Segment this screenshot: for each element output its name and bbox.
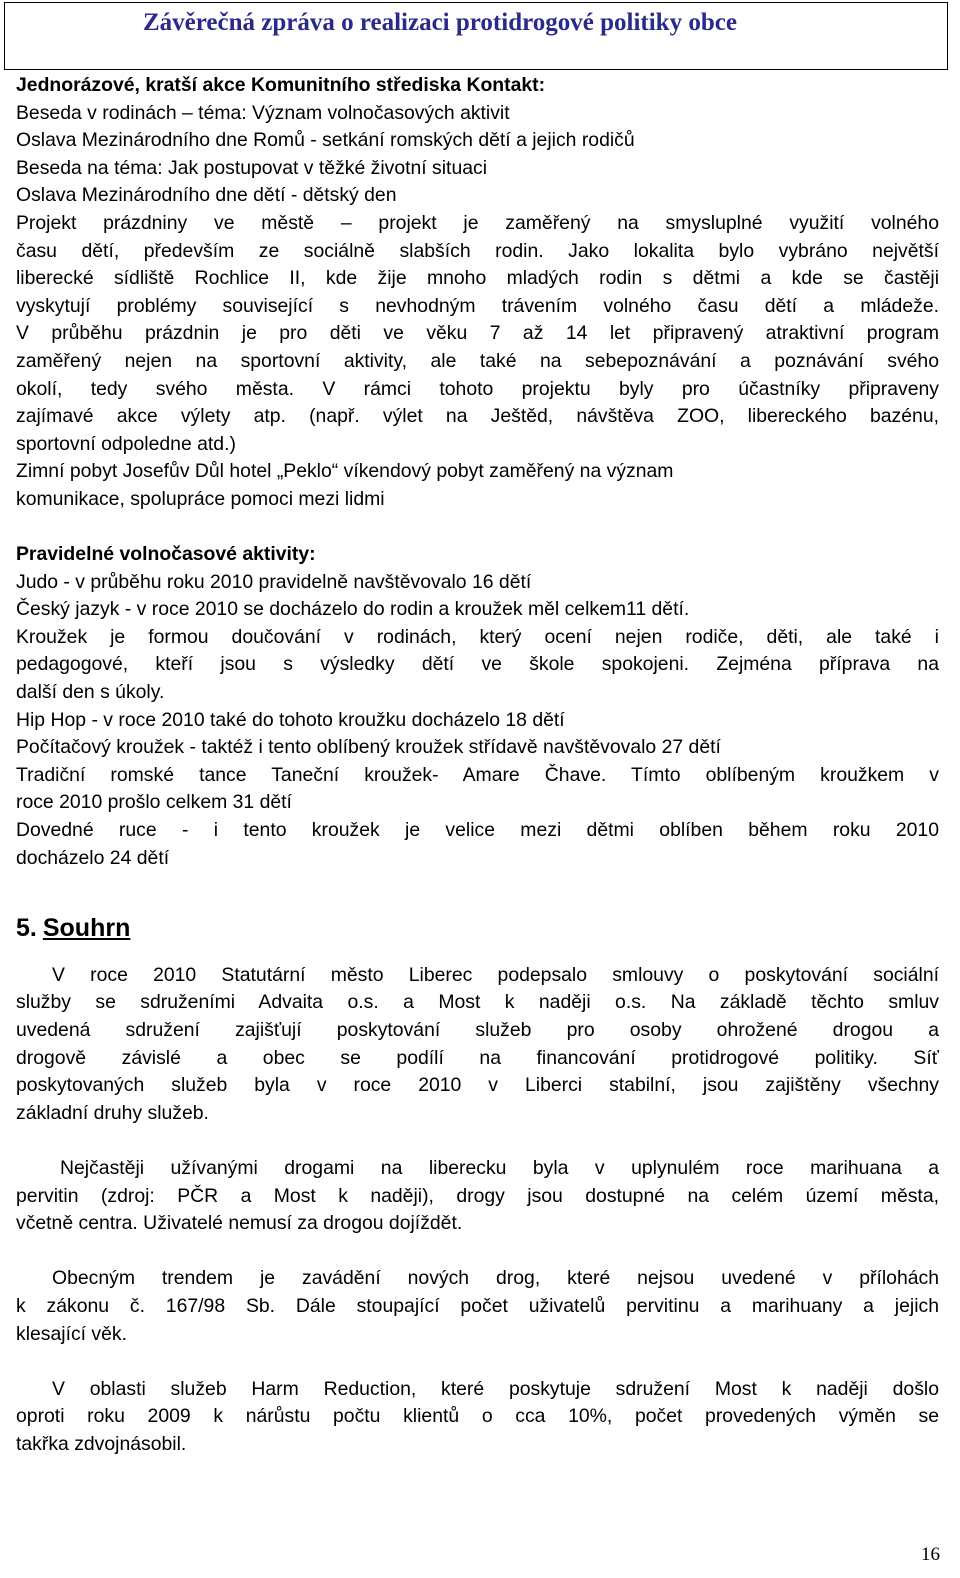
paragraph-drugs-used — [16, 1155, 939, 1238]
text-line: V oblasti služeb Harm Reduction, které poskytuje sdružení Most k naději došlo — [52, 1377, 939, 1400]
text-line: Beseda na téma: Jak postupovat v těžké životní situaci — [16, 156, 488, 179]
paragraph-harm-reduction — [16, 1376, 939, 1459]
spacer — [16, 948, 939, 962]
text-line: Dovedné ruce - i tento kroužek je velice mezi dětmi oblíben během roku 2010 — [16, 819, 939, 842]
section-heading-regular-activities: Pravidelné volnočasové aktivity: — [16, 543, 316, 566]
text-line: Hip Hop - v roce 2010 také do tohoto kroužku docházelo 18 dětí — [16, 708, 565, 731]
text-line: V průběhu prázdnin je pro děti ve věku 7 až 14 let připravený atraktivní program — [16, 322, 939, 345]
text-line: Nejčastěji užívanými drogami na liberecku byla v uplynulém roce marihuana a — [60, 1156, 939, 1179]
text-line: roce 2010 prošlo celkem 31 dětí — [16, 791, 292, 814]
section-title: Souhrn — [42, 913, 131, 942]
spacer — [16, 1238, 939, 1266]
text-line: Počítačový kroužek - taktéž i tento oblíbený kroužek střídavě navštěvovalo 27 dětí — [16, 736, 721, 759]
paragraph-contracts — [16, 962, 939, 1128]
text-line: vyskytují problémy související s nevhodným trávením volného času dětí a mládeže. — [16, 294, 939, 317]
text-line: sportovní odpoledne atd.) — [16, 432, 236, 455]
spacer — [16, 1127, 939, 1155]
page-number: 16 — [921, 1544, 940, 1565]
document-body — [16, 72, 939, 1459]
text-line: pervitin (zdroj: PČR a Most k naději), drogy jsou dostupné na celém území města, — [16, 1184, 939, 1207]
text-line: zajímavé akce výlety atp. (např. výlet na Ještěd, návštěva ZOO, libereckého bazénu, — [16, 405, 939, 428]
text-line: Beseda v rodinách – téma: Význam volnočasových aktivit — [16, 101, 510, 124]
text-line: okolí, tedy svého města. V rámci tohoto projektu byly pro účastníky připraveny — [16, 377, 939, 400]
text-line: klesající věk. — [16, 1322, 127, 1345]
text-line: poskytovaných služeb byla v roce 2010 v Liberci stabilní, jsou zajištěny všechny — [16, 1074, 939, 1097]
text-line: Kroužek je formou doučování v rodinách, který ocení nejen rodiče, děti, ale také i — [16, 625, 939, 648]
text-line: V roce 2010 Statutární město Liberec podepsalo smlouvy o poskytování sociální — [52, 963, 939, 986]
text-line: Obecným trendem je zavádění nových drog, které nejsou uvedené v přílohách — [52, 1267, 939, 1290]
text-line: času dětí, především ze sociálně slabších rodin. Jako lokalita bylo vybráno největší — [16, 239, 939, 262]
text-line: základní druhy služeb. — [16, 1101, 209, 1124]
text-line: Oslava Mezinárodního dne Romů - setkání romských dětí a jejich rodičů — [16, 129, 635, 152]
text-line: další den s úkoly. — [16, 681, 165, 704]
header-title: Závěrečná zpráva o realizaci protidrogové politiky obce — [143, 9, 737, 36]
section-heading-one-off-events: Jednorázové, kratší akce Komunitního střediska Kontakt: — [16, 74, 546, 96]
text-line: Oslava Mezinárodního dne dětí - dětský den — [16, 184, 397, 207]
text-line: oproti roku 2009 k nárůstu počtu klientů o cca 10%, počet provedených výměn se — [16, 1405, 939, 1428]
text-line: včetně centra. Uživatelé nemusí za drogou dojíždět. — [16, 1212, 463, 1235]
text-line: zaměřený nejen na sportovní aktivity, ale také na sebepoznávání a poznávání svého — [16, 349, 939, 372]
text-line: docházelo 24 dětí — [16, 846, 170, 869]
text-line: uvedená sdružení zajišťují poskytování služeb pro osoby ohrožené drogou a — [16, 1019, 939, 1041]
text-line: drogově závislé a obec se podílí na financování protidrogové politiky. Síť — [16, 1046, 939, 1069]
text-line: Český jazyk - v roce 2010 se docházelo do rodin a kroužek měl celkem11 dětí. — [16, 598, 690, 621]
text-line: Projekt prázdniny ve městě – projekt je zaměřený na smysluplné využití volného — [16, 211, 939, 234]
text-line: komunikace, spolupráce pomoci mezi lidmi — [16, 487, 385, 510]
text-line: služby se sdruženími Advaita o.s. a Most k naději o.s. Na základě těchto smluv — [16, 991, 939, 1014]
spacer — [16, 872, 939, 900]
spacer — [16, 514, 939, 542]
text-line: takřka zdvojnásobil. — [16, 1432, 187, 1455]
section-number: 5. — [16, 913, 37, 942]
text-line: pedagogové, kteří jsou s výsledky dětí ve škole spokojeni. Zejména příprava na — [16, 653, 939, 676]
paragraph-trends — [16, 1265, 939, 1348]
text-line: Zimní pobyt Josefův Důl hotel „Peklo“ víkendový pobyt zaměřený na význam — [16, 460, 674, 483]
text-line: Tradiční romské tance Taneční kroužek- Amare Čhave. Tímto oblíbeným kroužkem v — [16, 763, 939, 786]
text-line: liberecké sídliště Rochlice II, kde žije mnoho mladých rodin s dětmi a kde se častěji — [16, 267, 939, 290]
page-header — [4, 2, 948, 70]
text-line: Judo - v průběhu roku 2010 pravidelně navštěvovalo 16 dětí — [16, 570, 532, 593]
text-line: k zákonu č. 167/98 Sb. Dále stoupající počet uživatelů pervitinu a marihuany a jejich — [16, 1294, 939, 1317]
spacer — [16, 1348, 939, 1376]
section-5-heading — [16, 908, 939, 948]
